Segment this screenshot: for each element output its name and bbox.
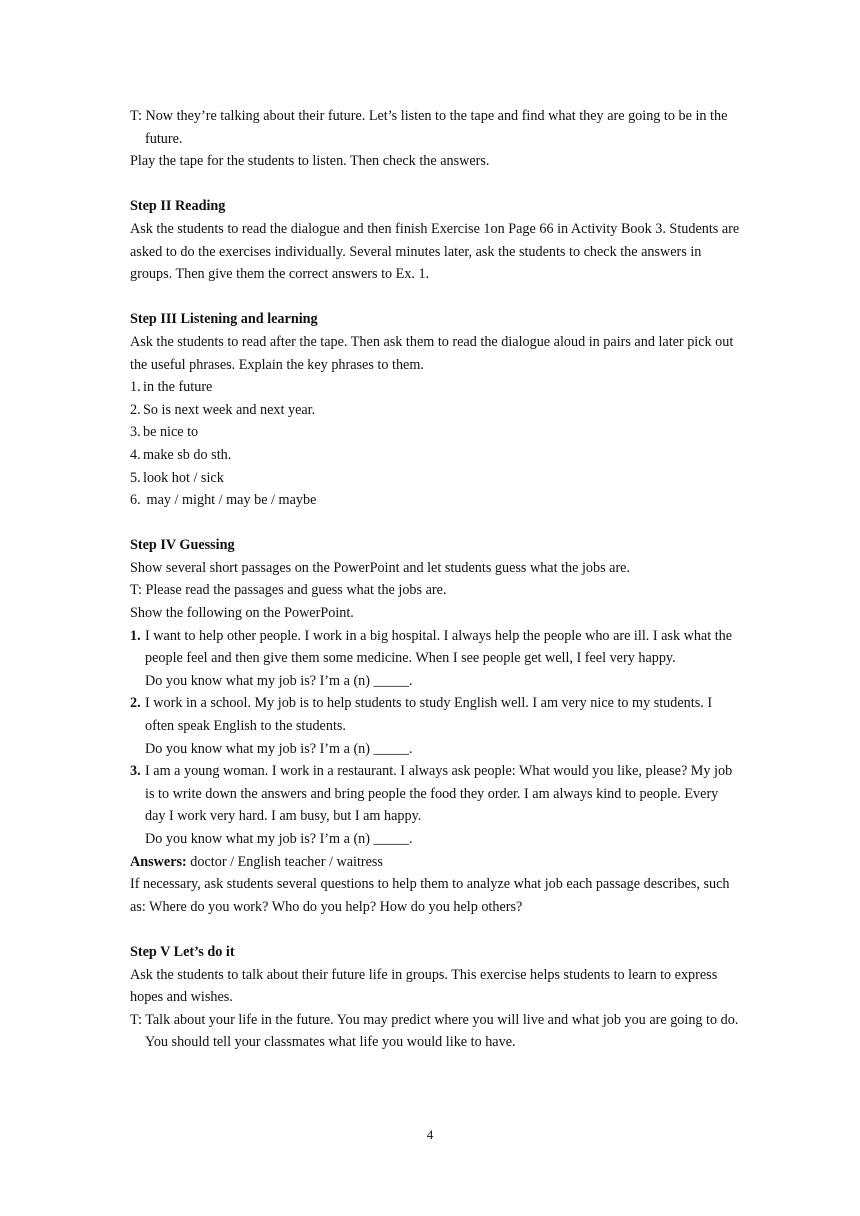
list-number: 5. (130, 469, 141, 486)
passage-text: I work in a school. My job is to help students to study English well. I am very nice to my students. I often speak English to the students. (145, 695, 713, 735)
document-page (130, 105, 740, 1054)
list-text: be nice to (143, 424, 199, 441)
step4-heading: Step IV Guessing (130, 537, 235, 554)
step5-teacher-line: T: Talk about your life in the future. You may predict where you will live and what job you are going to do. You should tell your classmates what life you would like to have. (130, 1011, 739, 1051)
passage-question: Do you know what my job is? I’m a (n) _____. (145, 831, 413, 847)
step4-note: If necessary, ask students several questions to help them to analyze what job each passage describes, such as: Where do you work? Who do you help? How do you help others? (130, 876, 730, 915)
list-number: 2. (130, 401, 141, 418)
answers-line (130, 851, 740, 874)
list-number: 6. (130, 492, 141, 509)
list-item (130, 399, 740, 422)
passage-item (130, 692, 740, 760)
step3-body: Ask the students to read after the tape. Then ask them to read the dialogue aloud in pairs and later pick out the useful phrases. Explain the key phrases to them. (130, 333, 734, 373)
list-text: may / might / may be / maybe (143, 492, 317, 509)
list-text: look hot / sick (143, 469, 224, 486)
intro-instruction: Play the tape for the students to listen. Then check the answers. (130, 153, 490, 170)
answers-text: doctor / English teacher / waitress (186, 853, 383, 870)
step3-heading: Step III Listening and learning (130, 311, 318, 328)
list-item (130, 376, 740, 399)
passage-text: I am a young woman. I work in a restaurant. I always ask people: What would you like, please? My job is to write down the answers and bring people the food they order. I am always kind to people. Every day I work very hard. I am busy, but I am happy. (145, 763, 733, 825)
list-item (130, 489, 740, 512)
list-text: in the future (143, 379, 213, 396)
step2-heading: Step II Reading (130, 198, 226, 215)
passage-item (130, 760, 740, 850)
phrase-list (130, 376, 740, 512)
step5-body: Ask the students to talk about their future life in groups. This exercise helps students to learn to express hopes and wishes. (130, 966, 718, 1006)
step4-teacher-line: T: Please read the passages and guess what the jobs are. (130, 582, 447, 599)
step2-body: Ask the students to read the dialogue and then finish Exercise 1on Page 66 in Activity Book 3. Students are asked to do the exercises individually. Several minutes later, ask the students to check the answers in groups. Then give them the correct answers to Ex. 1. (130, 220, 740, 283)
step4-line1: Show several short passages on the PowerPoint and let students guess what the jobs are. (130, 559, 631, 576)
spacer (130, 512, 740, 535)
list-item (130, 421, 740, 444)
list-number: 1. (130, 379, 141, 396)
passage-question: Do you know what my job is? I’m a (n) _____. (145, 740, 413, 757)
list-text: make sb do sth. (143, 446, 232, 463)
passage-number: 3. (130, 763, 141, 780)
spacer (130, 286, 740, 309)
answers-label: Answers: (130, 853, 187, 870)
passage-number: 2. (130, 695, 141, 712)
spacer (130, 918, 740, 941)
list-number: 3. (130, 424, 141, 441)
list-item (130, 467, 740, 490)
page-number: 4 (426, 1127, 434, 1142)
passage-item (130, 625, 740, 693)
passage-number: 1. (130, 627, 141, 644)
passage-text: I want to help other people. I work in a big hospital. I always help the people who are ill. I ask what the people feel and then give them some medicine. When I see people get well, I feel very happy. (145, 627, 733, 667)
step5-heading: Step V Let’s do it (130, 943, 235, 960)
spacer (130, 173, 740, 196)
passage-question: Do you know what my job is? I’m a (n) _____. (145, 672, 413, 689)
intro-teacher-line: T: Now they’re talking about their future. Let’s listen to the tape and find what they are going to be in the future. (130, 108, 728, 147)
list-text: So is next week and next year. (143, 401, 316, 418)
list-number: 4. (130, 446, 141, 463)
step4-line3: Show the following on the PowerPoint. (130, 605, 354, 622)
list-item (130, 444, 740, 467)
